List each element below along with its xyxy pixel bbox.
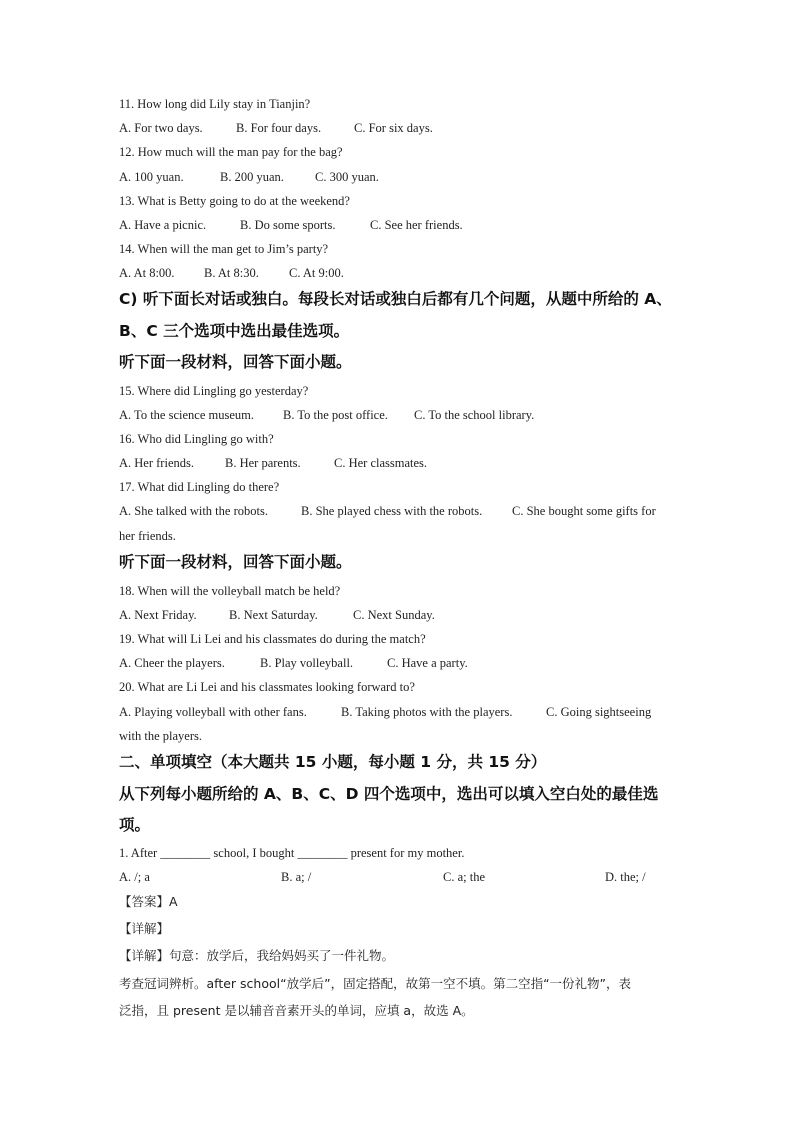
- option-c: C. Her classmates.: [334, 456, 428, 470]
- answer-value: A: [169, 894, 178, 909]
- question-13-stem: 13. What is Betty going to do at the weekend?: [119, 194, 350, 208]
- question-1-stem: 1. After ________ school, I bought ________ present for my mother.: [119, 846, 465, 860]
- question-11-stem: 11. How long did Lily stay in Tianjin?: [119, 97, 311, 111]
- explanation-line2: 考查冠词辨析。after school“放学后”，固定搭配，故第一空不填。第二空指“一份礼物”，表: [119, 976, 632, 991]
- question-11-options: [119, 120, 433, 136]
- question-15-stem: 15. Where did Lingling go yesterday?: [119, 384, 309, 398]
- question-17-option-c-continued: her friends.: [119, 529, 176, 543]
- option-b: B. Taking photos with the players.: [341, 705, 513, 719]
- question-13-options: [119, 217, 463, 233]
- option-a: A. Playing volleyball with other fans.: [119, 705, 307, 719]
- section-c-instruction-line1: C) 听下面长对话或独白。每段长对话或独白后都有几个问题，从题中所给的 A、: [119, 290, 672, 308]
- option-c: C. Going sightseeing: [546, 705, 652, 719]
- option-a: A. At 8:00.: [119, 266, 175, 280]
- question-20-options: [119, 704, 651, 720]
- option-c: C. Next Sunday.: [353, 608, 435, 622]
- option-b: B. Next Saturday.: [229, 608, 318, 622]
- question-15-options: [119, 407, 534, 423]
- option-b: B. Play volleyball.: [260, 656, 354, 670]
- option-a: A. Next Friday.: [119, 608, 197, 622]
- question-20-option-c-continued: with the players.: [119, 729, 202, 743]
- part-2-title: 二、单项填空（本大题共 15 小题，每小题 1 分，共 15 分）: [119, 753, 547, 771]
- question-18-options: [119, 607, 435, 623]
- option-a: A. /; a: [119, 870, 150, 884]
- question-16-options: [119, 455, 427, 471]
- option-c: C. See her friends.: [370, 218, 463, 232]
- part-2-instruction-line1: 从下列每小题所给的 A、B、C、D 四个选项中，选出可以填入空白处的最佳选: [119, 785, 659, 803]
- option-b: B. She played chess with the robots.: [301, 504, 483, 518]
- option-a: A. Her friends.: [119, 456, 194, 470]
- option-c: C. a; the: [443, 870, 486, 884]
- option-b: B. 200 yuan.: [220, 170, 284, 184]
- material-heading-1: 听下面一段材料，回答下面小题。: [119, 353, 352, 371]
- option-a: A. She talked with the robots.: [119, 504, 268, 518]
- question-18-stem: 18. When will the volleyball match be held?: [119, 584, 341, 598]
- option-c: C. At 9:00.: [289, 266, 344, 280]
- explanation-line1: 【详解】句意：放学后，我给妈妈买了一件礼物。: [119, 948, 395, 963]
- option-b: B. Do some sports.: [240, 218, 336, 232]
- question-1-options: [119, 869, 646, 885]
- option-b: B. For four days.: [236, 121, 322, 135]
- option-a: A. 100 yuan.: [119, 170, 184, 184]
- question-16-stem: 16. Who did Lingling go with?: [119, 432, 274, 446]
- option-c: C. She bought some gifts for: [512, 504, 656, 518]
- question-20-stem: 20. What are Li Lei and his classmates looking forward to?: [119, 680, 415, 694]
- option-d: D. the; /: [605, 870, 646, 884]
- option-c: C. 300 yuan.: [315, 170, 379, 184]
- question-17-stem: 17. What did Lingling do there?: [119, 480, 280, 494]
- question-14-stem: 14. When will the man get to Jim’s party?: [119, 242, 329, 256]
- option-c: C. Have a party.: [387, 656, 468, 670]
- option-a: A. Have a picnic.: [119, 218, 207, 232]
- option-b: B. To the post office.: [283, 408, 388, 422]
- option-c: C. For six days.: [354, 121, 433, 135]
- detail-tag: 【详解】: [119, 921, 170, 936]
- answer-line: [119, 894, 178, 910]
- answer-tag: 【答案】: [119, 894, 170, 909]
- question-19-options: [119, 655, 468, 671]
- option-a: A. Cheer the players.: [119, 656, 225, 670]
- question-12-stem: 12. How much will the man pay for the bag?: [119, 145, 343, 159]
- option-b: B. At 8:30.: [204, 266, 259, 280]
- question-12-options: [119, 169, 379, 185]
- question-14-options: [119, 265, 344, 281]
- option-a: A. To the science museum.: [119, 408, 254, 422]
- question-19-stem: 19. What will Li Lei and his classmates do during the match?: [119, 632, 426, 646]
- material-heading-2: 听下面一段材料，回答下面小题。: [119, 553, 352, 571]
- option-b: B. a; /: [281, 870, 312, 884]
- option-c: C. To the school library.: [414, 408, 535, 422]
- option-a: A. For two days.: [119, 121, 203, 135]
- question-17-options: [119, 503, 656, 519]
- section-c-instruction-line2: B、C 三个选项中选出最佳选项。: [119, 322, 350, 340]
- explanation-line3: 泛指，且 present 是以辅音音素开头的单词，应填 a，故选 A。: [119, 1003, 474, 1018]
- part-2-instruction-line2: 项。: [119, 816, 151, 834]
- option-b: B. Her parents.: [225, 456, 301, 470]
